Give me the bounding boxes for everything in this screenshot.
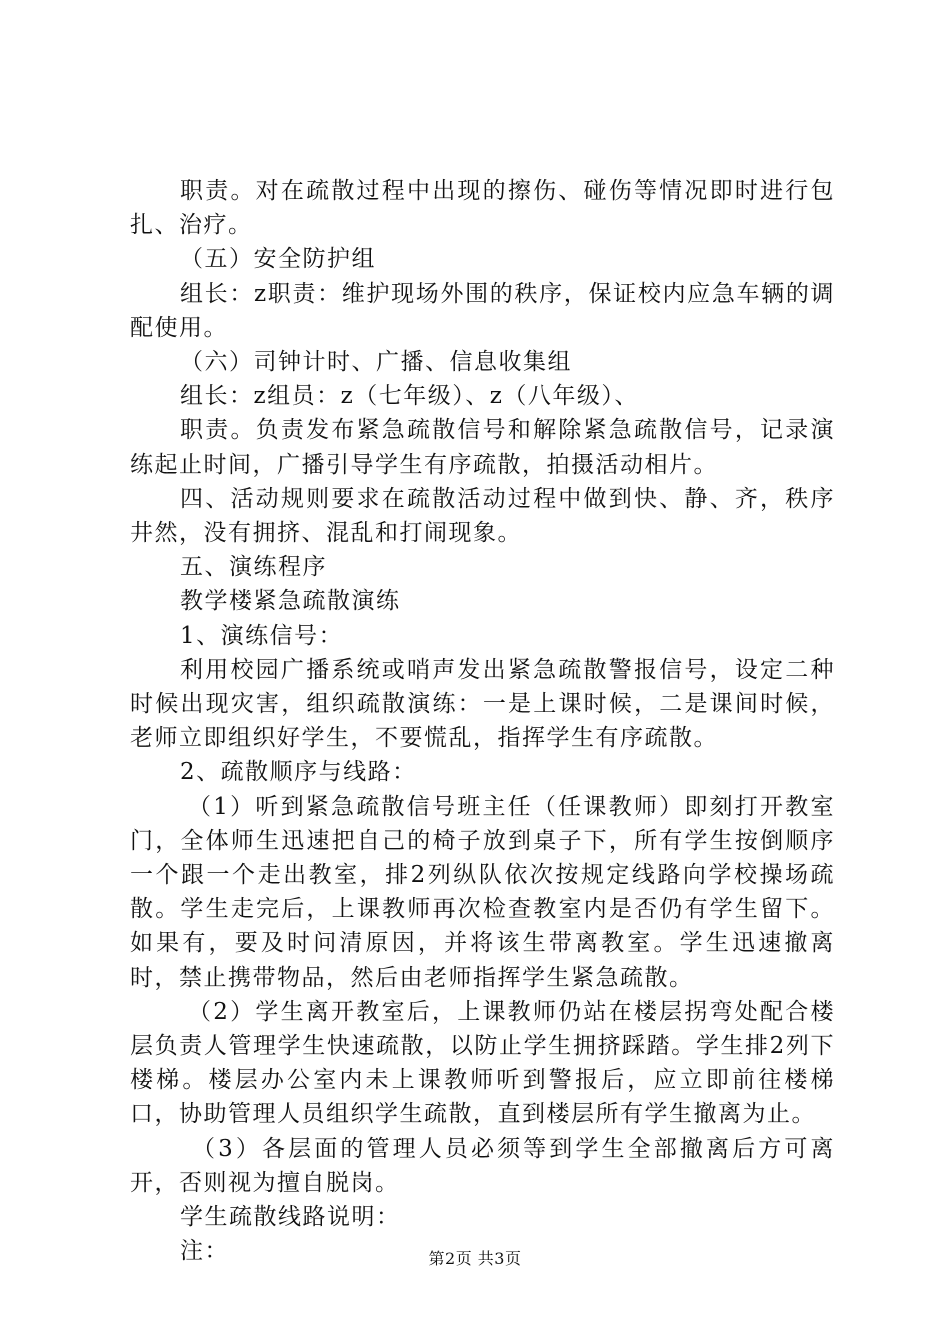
- paragraph-evacuation-step-3: （3）各层面的管理人员必须等到学生全部撤离后方可离开，否则视为擅自脱岗。: [130, 1135, 835, 1196]
- paragraph-timing-group-members: 组长：z组员：z（七年级）、z（八年级）、: [180, 383, 639, 410]
- paragraph-evacuation-step-2: （2）学生离开教室后，上课教师仍站在楼层拐弯处配合楼层负责人管理学生快速疏散，以防止学生拥挤踩踏。学生排2列下楼梯。楼层办公室内未上课教师听到警报后，应立即前往楼梯口，协助管理人员组织学生疏散，直到楼层所有学生撤离为止。: [130, 998, 835, 1128]
- heading-evacuation-order: 2、疏散顺序与线路：: [180, 759, 417, 786]
- paragraph-drill-signal: 利用校园广播系统或哨声发出紧急疏散警报信号，设定二种时候出现灾害，组织疏散演练：一是上课时候，二是课间时候，老师立即组织好学生，不要慌乱，指挥学生有序疏散。: [130, 656, 835, 752]
- document-body: [130, 174, 835, 1269]
- heading-drill-signal: 1、演练信号：: [180, 622, 344, 649]
- note-label: 注：: [180, 1238, 229, 1265]
- page-number-footer: 第2页 共3页: [428, 1249, 522, 1268]
- heading-drill-procedure: 五、演练程序: [180, 554, 327, 581]
- heading-safety-group: （五）安全防护组: [180, 246, 376, 273]
- heading-building-evacuation-drill: 教学楼紧急疏散演练: [180, 588, 401, 615]
- paragraph-duty-first-aid: 职责。对在疏散过程中出现的擦伤、碰伤等情况即时进行包扎、治疗。: [130, 178, 835, 239]
- paragraph-safety-group-leader: 组长：z职责：维护现场外围的秩序，保证校内应急车辆的调配使用。: [130, 280, 835, 341]
- paragraph-evacuation-step-1: （1）听到紧急疏散信号班主任（任课教师）即刻打开教室门，全体师生迅速把自己的椅子放到桌子下，所有学生按倒顺序一个跟一个走出教室，排2列纵队依次按规定线路向学校操场疏散。学生走完后，上课教师再次检查教室内是否仍有学生留下。如果有，要及时问清原因，并将该生带离教室。学生迅速撤离时，禁止携带物品，然后由老师指挥学生紧急疏散。: [130, 793, 835, 991]
- heading-evacuation-route-notes: 学生疏散线路说明：: [180, 1204, 401, 1231]
- paragraph-activity-rules: 四、活动规则要求在疏散活动过程中做到快、静、齐，秩序井然，没有拥挤、混乱和打闹现象。: [130, 485, 835, 547]
- heading-timing-broadcast-group: （六）司钟计时、广播、信息收集组: [180, 349, 572, 376]
- paragraph-timing-group-duty: 职责。负责发布紧急疏散信号和解除紧急疏散信号，记录演练起止时间，广播引导学生有序疏散，拍摄活动相片。: [130, 417, 835, 478]
